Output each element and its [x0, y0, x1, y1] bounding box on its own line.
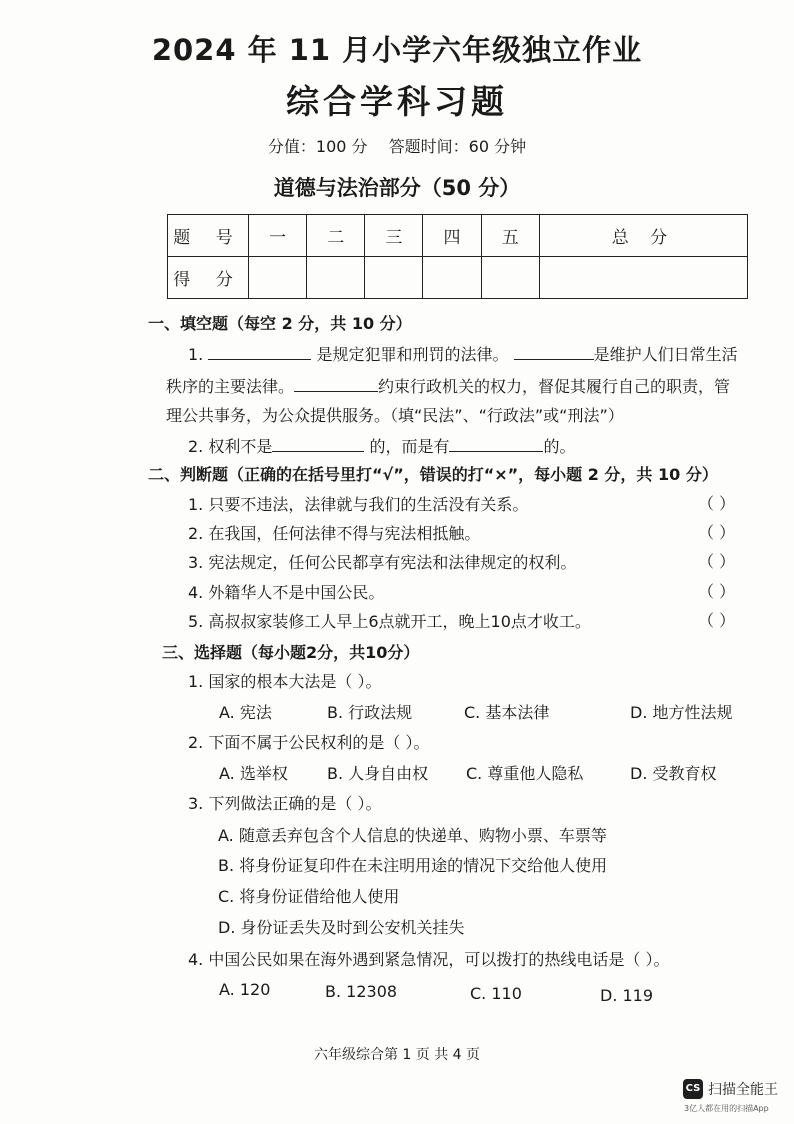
part3-q2: 2. 下面不属于公民权利的是（ ）。	[188, 733, 430, 752]
score-table-header-row	[168, 215, 748, 257]
option-c[interactable]: C. 110	[470, 984, 522, 1003]
part1-q1-line1	[188, 342, 738, 365]
part3-q1: 1. 国家的根本大法是（ ）。	[188, 672, 382, 691]
score-table-cell: 三	[365, 215, 423, 257]
score-table-cell: 四	[423, 215, 481, 257]
part3-heading: 三、选择题（每小题2分，共10分）	[162, 643, 420, 662]
option-d[interactable]: D. 身份证丢失及时到公安机关挂失	[218, 918, 465, 937]
page-footer: 六年级综合第 1 页 共 4 页	[313, 1047, 481, 1063]
option-a[interactable]: A. 选举权	[219, 764, 288, 783]
part2-item: 4. 外籍华人不是中国公民。	[188, 583, 385, 602]
score-entry-cell[interactable]	[539, 257, 747, 299]
part1-q2	[188, 434, 575, 457]
answer-blank[interactable]	[208, 345, 311, 360]
part2-item: 3. 宪法规定，任何公民都享有宪法和法律规定的权利。	[188, 553, 577, 572]
score-value: 分值：100 分	[267, 137, 368, 156]
score-table	[167, 214, 748, 299]
exam-subtitle: 综合学科习题	[286, 82, 508, 121]
q-text: 的。	[543, 437, 576, 456]
score-table-score-row	[168, 257, 748, 299]
score-entry-cell[interactable]	[365, 257, 423, 299]
option-a[interactable]: A. 宪法	[219, 703, 272, 722]
answer-blank[interactable]	[294, 377, 378, 392]
score-entry-cell[interactable]	[307, 257, 365, 299]
answer-blank[interactable]	[449, 437, 543, 452]
answer-paren[interactable]: （ ）	[698, 552, 736, 571]
q-text: 的，而是有	[369, 437, 450, 456]
answer-paren[interactable]: （ ）	[698, 611, 736, 630]
part1-q1-line2	[166, 374, 730, 397]
scanner-app-tagline: 3亿人都在用的扫描App	[684, 1104, 769, 1113]
answer-blank[interactable]	[514, 345, 594, 360]
q-text: 是规定犯罪和刑罚的法律。	[316, 345, 509, 364]
q-text: 约束行政机关的权力，督促其履行自己的职责，管	[378, 377, 731, 396]
score-entry-cell[interactable]	[423, 257, 481, 299]
answer-paren[interactable]: （ ）	[698, 494, 736, 513]
part2-heading: 二、判断题（正确的在括号里打“√”，错误的打“×”，每小题 2 分，共 10 分）	[148, 465, 718, 484]
option-a[interactable]: A. 120	[219, 980, 271, 999]
answer-paren[interactable]: （ ）	[698, 582, 736, 601]
option-c[interactable]: C. 基本法律	[464, 703, 550, 722]
time-value: 答题时间：60 分钟	[388, 137, 527, 156]
score-table-cell: 五	[481, 215, 539, 257]
exam-meta	[0, 134, 794, 157]
answer-paren[interactable]: （ ）	[698, 523, 736, 542]
score-table-cell: 一	[249, 215, 307, 257]
option-b[interactable]: B. 行政法规	[327, 703, 413, 722]
option-b[interactable]: B. 12308	[325, 982, 398, 1001]
section-title: 道德与法治部分（50 分）	[273, 176, 521, 200]
score-entry-cell[interactable]	[481, 257, 539, 299]
part2-item: 2. 在我国，任何法律不得与宪法相抵触。	[188, 524, 481, 543]
option-c[interactable]: C. 尊重他人隐私	[466, 764, 584, 783]
answer-blank[interactable]	[272, 437, 364, 452]
part1-heading: 一、填空题（每空 2 分，共 10 分）	[148, 314, 412, 333]
part3-q3: 3. 下列做法正确的是（ ）。	[188, 794, 382, 813]
option-d[interactable]: D. 地方性法规	[630, 703, 733, 722]
q-number: 1.	[188, 345, 204, 364]
part1-q1-line3: 理公共事务，为公众提供服务。（填“民法”、“行政法”或“刑法”）	[166, 406, 624, 425]
score-entry-cell[interactable]	[249, 257, 307, 299]
part2-item: 5. 高叔叔家装修工人早上6点就开工，晚上10点才收工。	[188, 612, 591, 631]
option-b[interactable]: B. 人身自由权	[327, 764, 429, 783]
option-a[interactable]: A. 随意丢弃包含个人信息的快递单、购物小票、车票等	[218, 826, 607, 845]
part3-q4: 4. 中国公民如果在海外遇到紧急情况，可以拨打的热线电话是（ ）。	[188, 950, 670, 969]
option-d[interactable]: D. 受教育权	[630, 764, 717, 783]
scanner-logo-icon: CS	[683, 1079, 703, 1099]
scanner-app-name: 扫描全能王	[708, 1082, 778, 1098]
q-text: 秩序的主要法律。	[166, 377, 295, 396]
score-table-cell: 二	[307, 215, 365, 257]
score-table-cell: 得 分	[168, 257, 249, 299]
exam-title: 2024 年 11 月小学六年级独立作业	[151, 33, 643, 67]
q-text: 2. 权利不是	[188, 437, 273, 456]
q-text: 是维护人们日常生活	[593, 345, 738, 364]
option-b[interactable]: B. 将身份证复印件在未注明用途的情况下交给他人使用	[218, 856, 608, 875]
part2-item: 1. 只要不违法，法律就与我们的生活没有关系。	[188, 495, 529, 514]
score-table-cell: 题 号	[168, 215, 249, 257]
option-d[interactable]: D. 119	[600, 986, 654, 1005]
score-table-cell: 总 分	[539, 215, 747, 257]
option-c[interactable]: C. 将身份证借给他人使用	[218, 887, 400, 906]
